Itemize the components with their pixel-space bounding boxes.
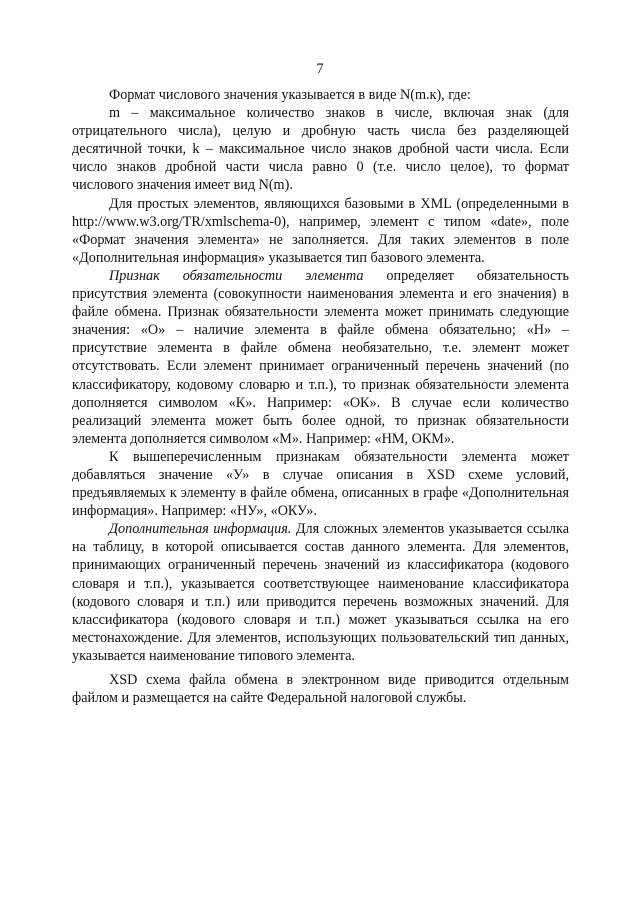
paragraph-additional-info bbox=[72, 520, 569, 665]
paragraph-xsd-schema: XSD схема файла обмена в электронном виде приводится отдельным файлом и размещается на сайте Федеральной налоговой службы. bbox=[72, 672, 569, 707]
paragraph-mandatory-flag bbox=[72, 267, 569, 448]
paragraph-number-format: Формат числового значения указывается в виде N(m.к), где: bbox=[109, 87, 471, 103]
page-number: 7 bbox=[316, 61, 324, 77]
paragraph-format-definition: m – максимальное количество знаков в числе, включая знак (для отрицательного числа), целую и дробную часть числа без разделяющей десятичной точки, k – максимальное число знаков дробной части числа. Если число знаков дробной части числа равно 0 (т.е. число целое), то формат числового значения имеет вид N(m). bbox=[72, 105, 569, 194]
document-body bbox=[72, 86, 569, 707]
paragraph-simple-elements: Для простых элементов, являющихся базовыми в XML (определенными в http://www.w3.org/TR/xmlschema-0), например, элемент с типом «date», поле «Формат значения элемента» не заполняется. Для таких элементов в поле «Дополнительная информация» указывается тип базового элемента. bbox=[72, 195, 569, 266]
term-mandatory-flag: Признак обязательности элемента bbox=[109, 267, 364, 284]
additional-info-text: Для сложных элементов указывается ссылка на таблицу, в которой описывается состав данного элемента. Для элементов, принимающих ограниченный перечень значений из классификатора (кодового словаря и т.п.), указывается соответствующее наименование классификатора (кодового словаря и т.п.) или приводится перечень возможных значений. Для классификатора (кодового словаря и т.п.) может указываться ссылка на его местонахождение. Для элементов, использующих пользовательский тип данных, указывается наименование типового элемента. bbox=[72, 521, 569, 664]
term-additional-info: Дополнительная информация. bbox=[109, 521, 292, 538]
paragraph-condition-flag: К вышеперечисленным признакам обязательности элемента может добавляться значение «У» в случае описания в XSD схеме условий, предъявляемых к элементу в файле обмена, описанных в графе «Дополнительная информация». Например: «НУ», «ОКУ». bbox=[72, 448, 569, 520]
mandatory-flag-text: определяет обязательность присутствия элемента (совокупности наименования элемента и его значения) в файле обмена. Признак обязательности элемента может принимать следующие значения: «О» – наличие элемента в файле обмена обязательно; «Н» – присутствие элемента в файле обмена необязательно, т.е. элемент может отсутствовать. Если элемент принимает ограниченный перечень значений (по классификатору, кодовому словарю и т.п.), то признак обязательности элемента дополняется символом «К». Например: «ОК». В случае если количество реализаций элемента может быть более одной, то признак обязательности элемента дополняется символом «М». Например: «НМ, ОКМ». bbox=[72, 267, 569, 447]
